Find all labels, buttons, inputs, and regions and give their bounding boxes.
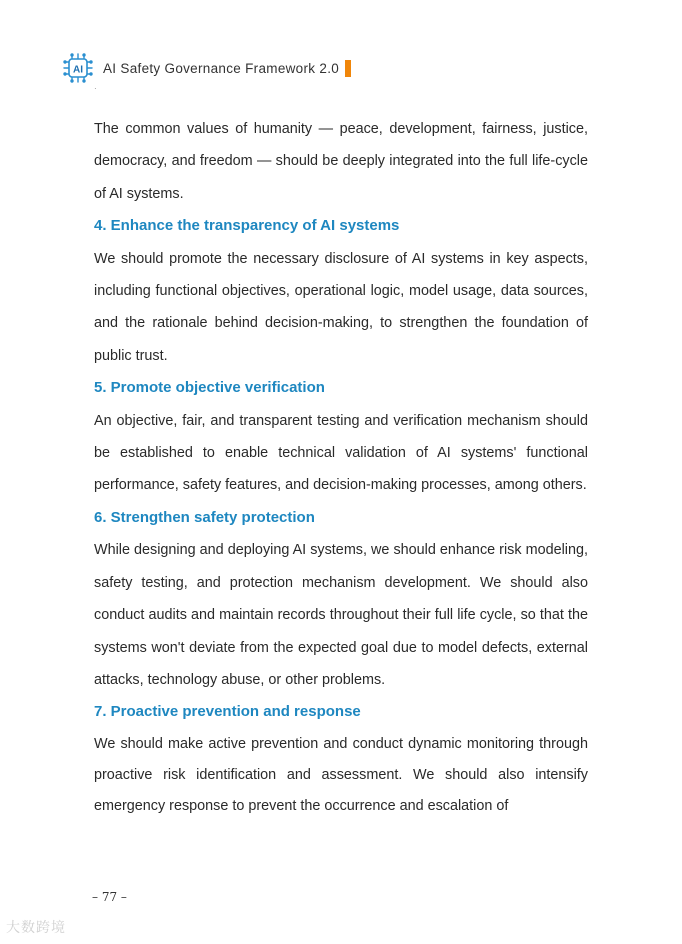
header-accent-bar [345,60,351,77]
section-text-6: While designing and deploying AI systems, we should enhance risk modeling, safety testing, and protection mechanism development. We should also conduct audits and maintain records throughout their full life cycle, so that the systems won't deviate from the expected goal due to model defects, external attacks, technology abuse, or other problems. [94,542,588,688]
section-text-5: An objective, fair, and transparent testing and verification mechanism should be established to enable technical validation of AI systems' functional performance, safety features, and decision-making processes, among others. [94,412,588,494]
section-text-4: We should promote the necessary disclosure of AI systems in key aspects, including functional objectives, operational logic, model usage, data sources, and the rationale behind decision-making, to strengthen the foundation of public trust. [94,250,588,364]
svg-text:AI: AI [73,64,83,76]
page-number: – 77 – [92,890,127,904]
section-heading-6: 6. Strengthen safety protection [94,508,315,526]
intro-paragraph: The common values of humanity — peace, development, fairness, justice, democracy, and freedom — should be deeply integrated into the full life-cycle of AI systems. [94,121,588,202]
section-heading-4: 4. Enhance the transparency of AI systems [94,217,400,235]
section-text-7: We should make active prevention and conduct dynamic monitoring through proactive risk identification and assessment. We should also intensify emergency response to prevent the occurrence and escalation of [94,735,588,814]
ai-chip-logo [62,52,94,84]
section-heading-5: 5. Promote objective verification [94,379,325,397]
header-dot: · [94,84,97,93]
section-heading-7: 7. Proactive prevention and response [94,703,361,721]
header-title: AI Safety Governance Framework 2.0 [103,60,340,76]
page-content [94,113,588,822]
watermark: 大数跨境 [6,919,66,935]
page-header [62,52,351,84]
